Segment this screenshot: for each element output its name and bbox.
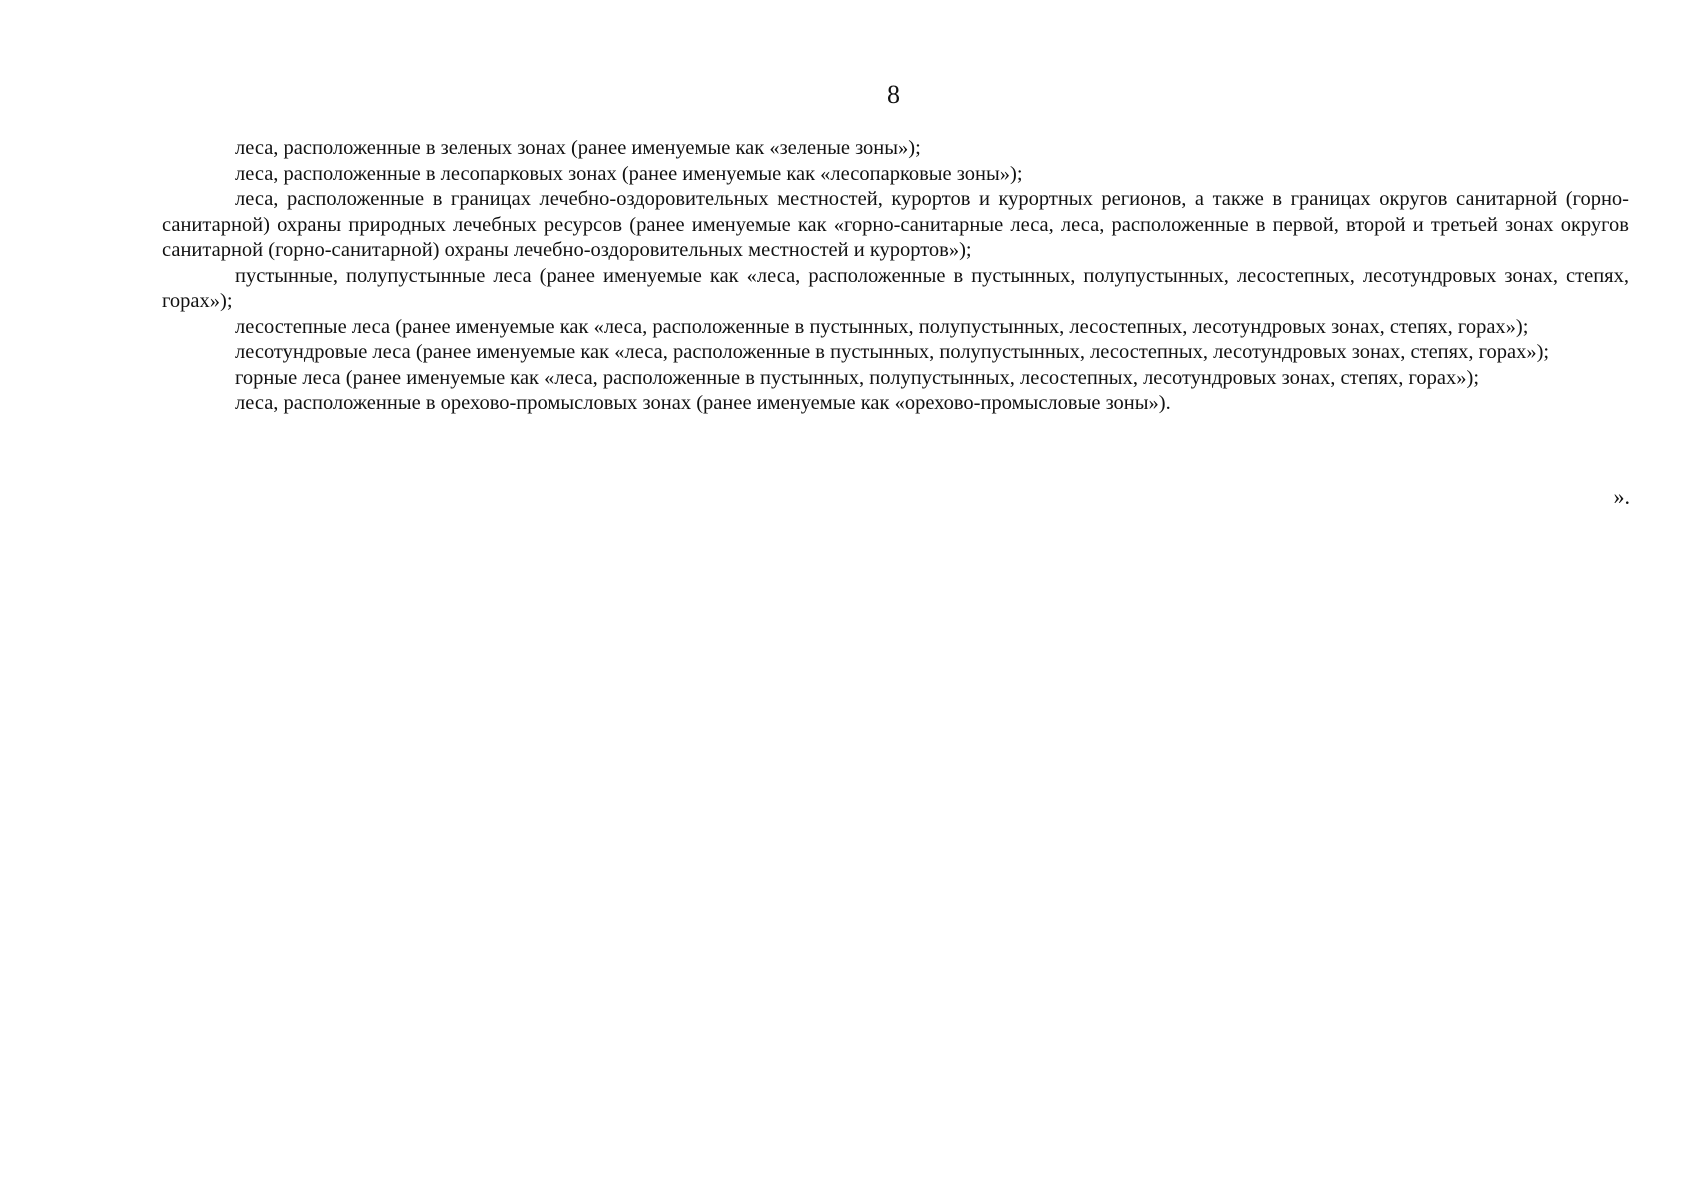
paragraph-forest-steppe-forests: лесостепные леса (ранее именуемые как «леса, расположенные в пустынных, полупустынных, лесостепных, лесотундровых зонах, степях, горах»); [235,315,1529,338]
document-body [162,136,1629,417]
paragraph-green-zones: леса, расположенные в зеленых зонах (ранее именуемые как «зеленые зоны»); [235,137,921,159]
paragraph-desert-forests: пустынные, полупустынные леса (ранее именуемые как «леса, расположенные в пустынных, полупустынных, лесостепных, лесотундровых зонах, степях, горах»); [162,264,1629,312]
paragraph-nut-harvesting-zones: леса, расположенные в орехово-промысловых зонах (ранее именуемые как «орехово-промысловые зоны»). [235,392,1171,414]
page-number: 8 [887,80,900,109]
closing-quote-mark: ». [1613,484,1630,509]
paragraph-health-resort-areas: леса, расположенные в границах лечебно-оздоровительных местностей, курортов и курортных регионов, а также в границах округов санитарной (горно-санитарной) охраны природных лечебных ресурсов (ранее именуемые как «горно-санитарные леса, леса, расположенные в первой, второй и третьей зонах округов санитарной (горно-санитарной) охраны лечебно-оздоровительных местностей и курортов»); [162,188,1629,261]
paragraph-forest-park-zones: леса, расположенные в лесопарковых зонах (ранее именуемые как «лесопарковые зоны»); [235,162,1023,185]
paragraph-forest-tundra-forests: лесотундровые леса (ранее именуемые как «леса, расположенные в пустынных, полупустынных, лесостепных, лесотундровых зонах, степях, горах»); [235,341,1550,363]
paragraph-mountain-forests: горные леса (ранее именуемые как «леса, расположенные в пустынных, полупустынных, лесостепных, лесотундровых зонах, степях, горах»); [235,366,1480,389]
